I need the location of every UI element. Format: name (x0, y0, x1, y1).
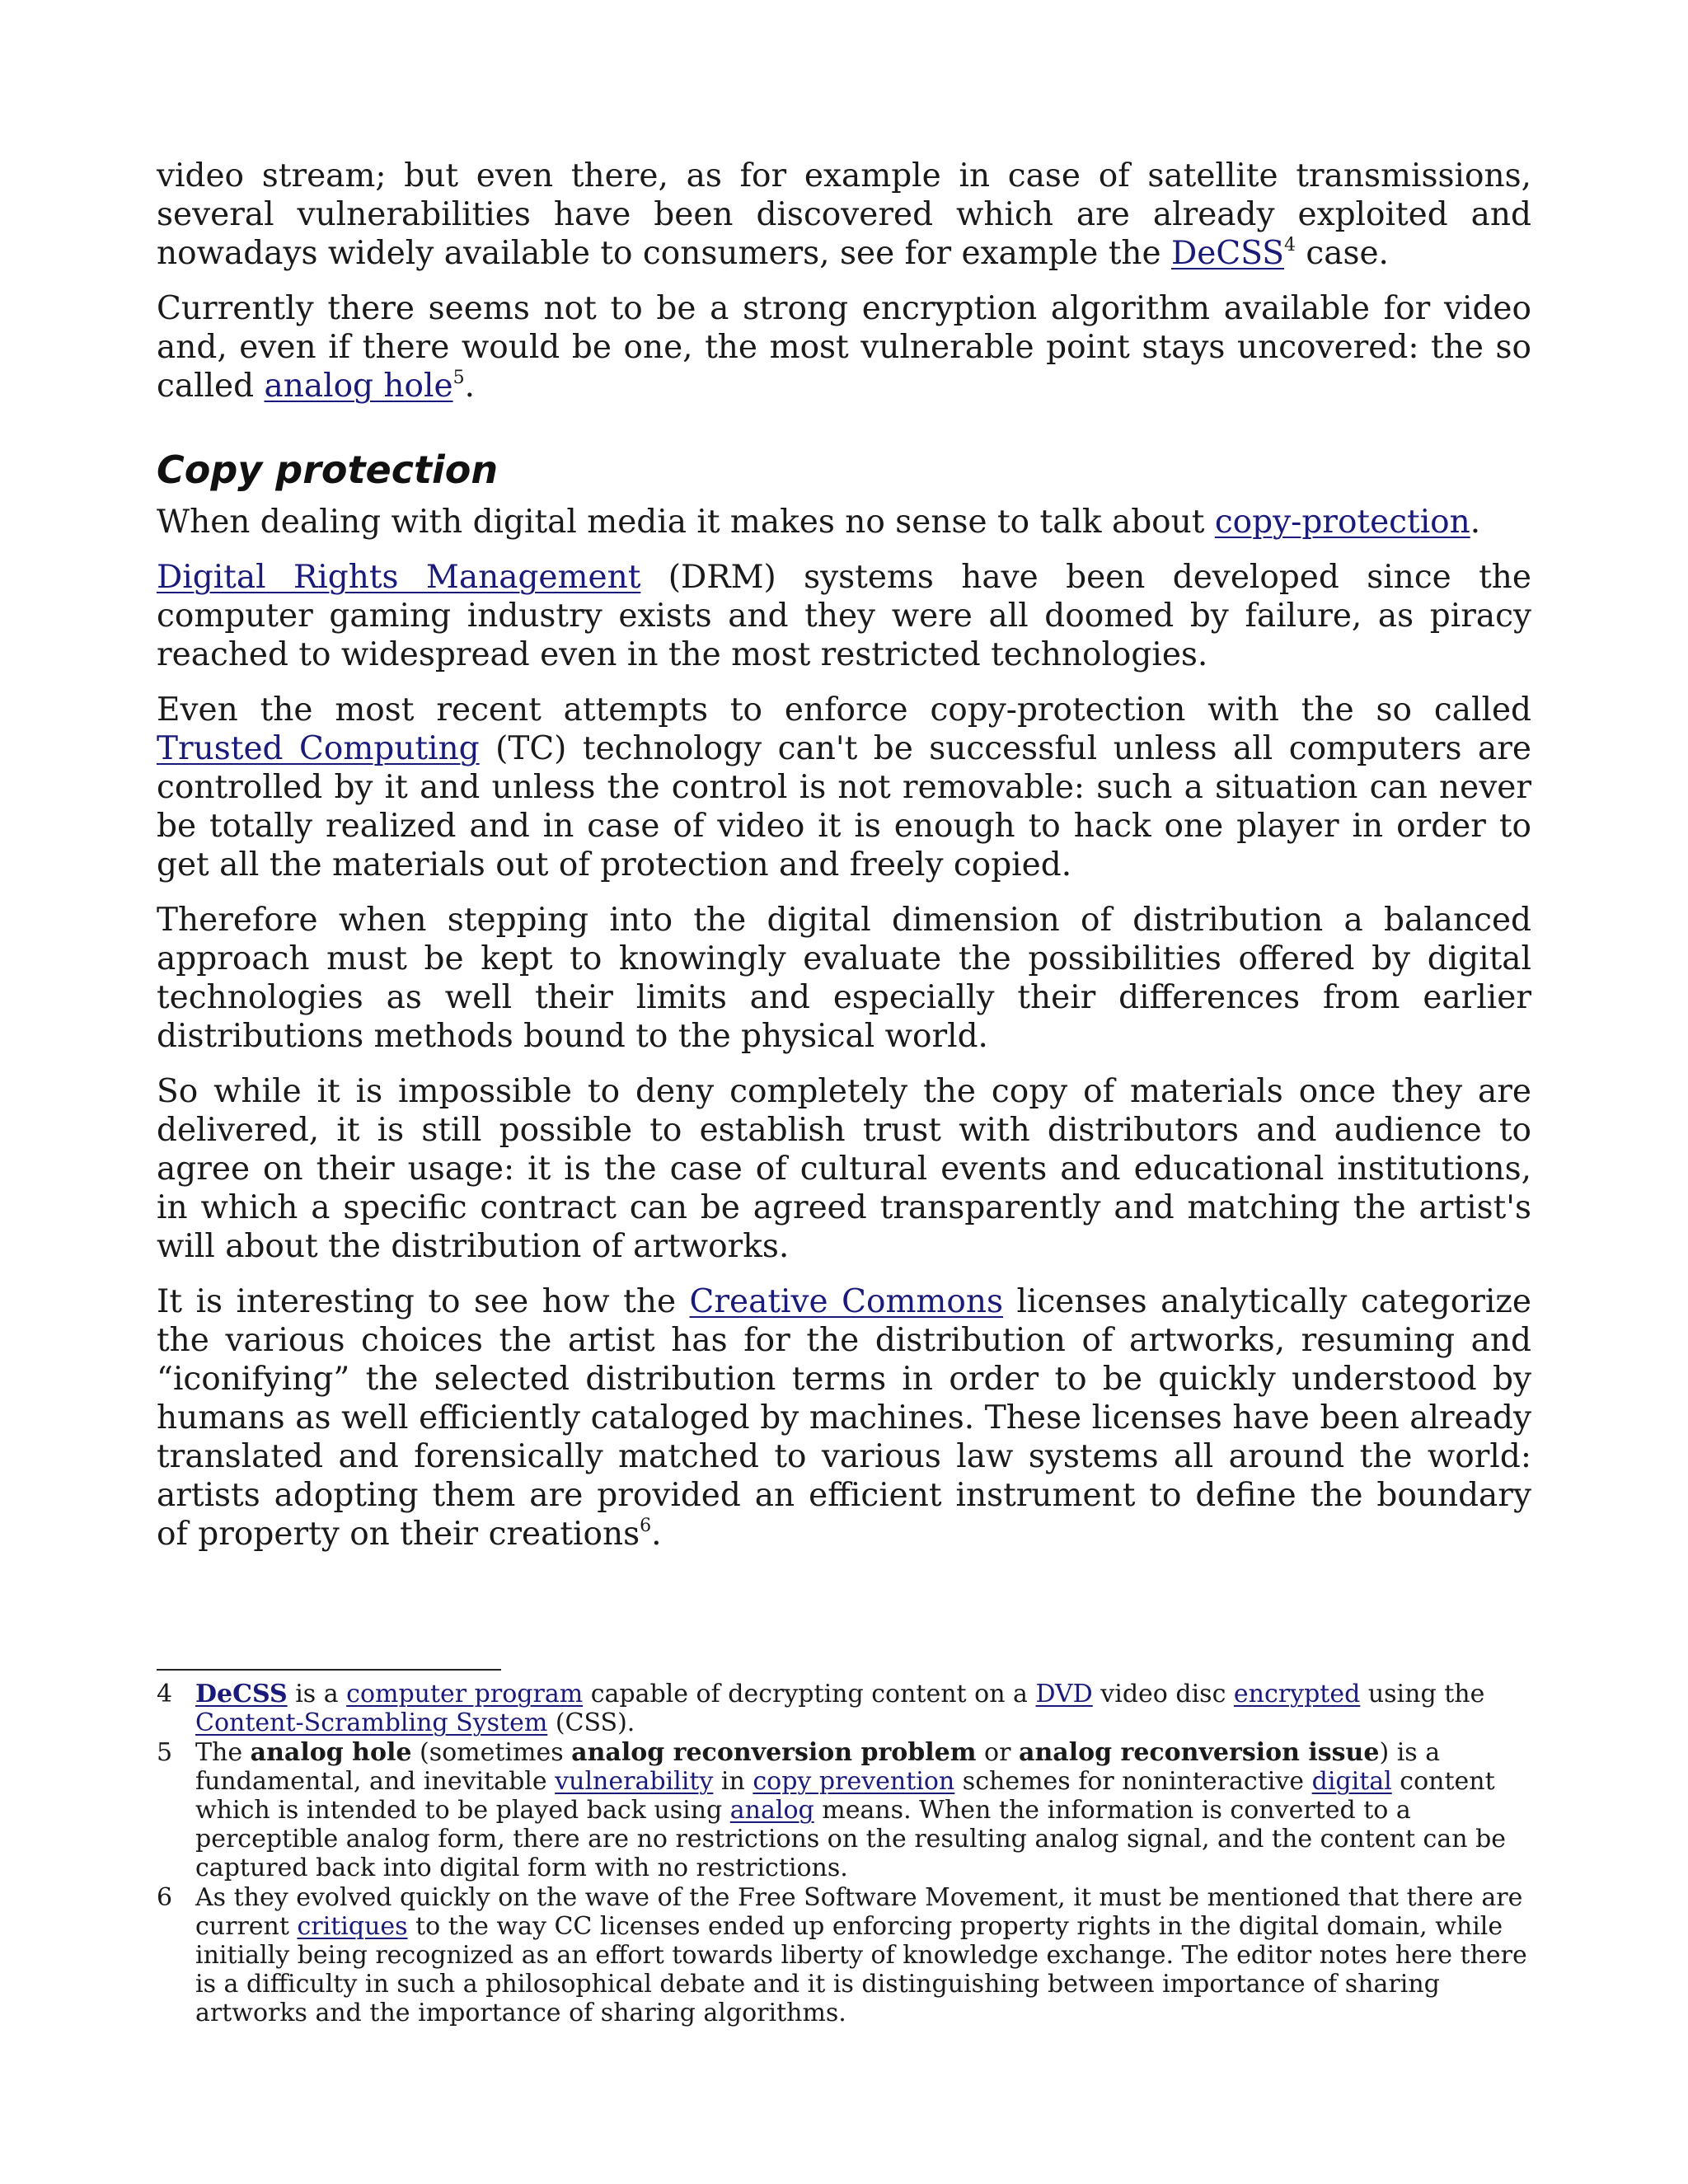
footnote-ref-5[interactable]: 5 (452, 368, 465, 388)
footnote-number: 6 (157, 1883, 173, 1912)
footnotes (157, 1680, 1531, 2028)
footnote-number: 4 (157, 1680, 173, 1708)
footnote-separator (157, 1669, 501, 1671)
text: to the way CC licenses ended up enforcing property rights in the digital domain, while initially being recognized as an effort towards liberty of knowledge exchange. The editor notes here there is a difficulty in such a philosophical debate and it is distinguishing between importance of sharing artworks and the importance of sharing algorithms. (195, 1912, 1527, 2027)
paragraph-encryption (157, 289, 1531, 405)
analog-link[interactable]: analog (729, 1796, 814, 1825)
text: video stream; but even there, as for example in case of satellite transmissions, several vulnerabilities have been discovered which are already exploited and nowadays widely available to consumers, see for example the (157, 157, 1531, 272)
text: Currently there seems not to be a strong encryption algorithm available for video and, even if there would be one, the most vulnerable point stays uncovered: the so called (157, 290, 1531, 405)
analog-hole-link[interactable]: analog hole (264, 368, 453, 405)
text: (DRM) systems have been developed since the computer gaming industry exists and they were all doomed by failure, as piracy reached to widespread even in the most restricted technologies. (157, 559, 1531, 673)
text: or (976, 1738, 1019, 1767)
critiques-link[interactable]: critiques (297, 1912, 408, 1941)
section-heading: Copy protection (157, 448, 499, 492)
text: . (464, 368, 475, 405)
paragraph-trusted-computing (157, 691, 1531, 884)
footnote-ref-6[interactable]: 6 (640, 1516, 652, 1536)
bold-term: analog reconversion issue (1019, 1738, 1380, 1767)
text: (CSS). (547, 1708, 635, 1737)
text: ) is a fundamental, and inevitable (195, 1738, 1441, 1796)
dvd-link[interactable]: DVD (1035, 1680, 1093, 1708)
text: capable of decrypting content on a (583, 1680, 1036, 1708)
footnote-6 (157, 1883, 1531, 2027)
vulnerability-link[interactable]: vulnerability (555, 1767, 714, 1796)
computer-program-link[interactable]: computer program (346, 1680, 584, 1708)
document-body (157, 157, 1531, 1570)
bold-term: analog reconversion problem (571, 1738, 977, 1767)
digital-link[interactable]: digital (1311, 1767, 1392, 1796)
copy-protection-link[interactable]: copy-protection (1214, 504, 1470, 541)
trusted-computing-link[interactable]: Trusted Computing (157, 730, 480, 767)
paragraph-video-stream (157, 157, 1531, 273)
text: When dealing with digital media it makes no sense to talk about (157, 504, 1215, 541)
text: . (1470, 504, 1481, 541)
text: schemes for noninteractive (954, 1767, 1312, 1796)
copy-prevention-link[interactable]: copy prevention (753, 1767, 955, 1796)
footnote-ref-4[interactable]: 4 (1283, 235, 1296, 255)
text: It is interesting to see how the (157, 1283, 690, 1320)
paragraph-drm (157, 558, 1531, 674)
text: As they evolved quickly on the wave of the Free Software Movement, it must be mentioned that there are current (195, 1883, 1523, 1941)
paragraph-creative-commons (157, 1282, 1531, 1554)
text: using the (1360, 1680, 1485, 1708)
paragraph-balanced-approach: Therefore when stepping into the digital dimension of distribution a balanced approach must be kept to knowingly evaluate the possibilities offered by digital technologies as well their limits and especially their differences from earlier distributions methods bound to the physical world. (157, 902, 1531, 1055)
paragraph-trust: So while it is impossible to deny completely the copy of materials once they are delivered, it is still possible to establish trust with distributors and audience to agree on their usage: it is the case of cultural events and educational institutions, in which a specific contract can be agreed transparently and matching the artist's will about the distribution of artworks. (157, 1073, 1531, 1265)
paragraph-copy-protection (157, 503, 1531, 541)
text: (sometimes (411, 1738, 572, 1767)
decss-term-link[interactable]: DeCSS (195, 1680, 288, 1708)
css-link[interactable]: Content-Scrambling System (195, 1708, 548, 1737)
text: Even the most recent attempts to enforce copy-protection with the so called (157, 691, 1531, 729)
text: case. (1295, 235, 1389, 272)
drm-link[interactable]: Digital Rights Management (157, 559, 641, 596)
footnote-number: 5 (157, 1738, 173, 1767)
text: . (651, 1516, 662, 1553)
bold-term: analog hole (250, 1738, 412, 1767)
creative-commons-link[interactable]: Creative Commons (689, 1283, 1004, 1320)
text: in (713, 1767, 753, 1796)
text: The (195, 1738, 251, 1767)
decss-link[interactable]: DeCSS (1171, 235, 1284, 272)
text: (TC) technology can't be successful unless all computers are controlled by it and unless the control is not removable: such a situation can never be totally realized and in case of video it is enough to hack one player in order to get all the materials out of protection and freely copied. (157, 730, 1532, 883)
footnote-4 (157, 1680, 1531, 1737)
text: content which is intended to be played back using (195, 1767, 1495, 1825)
encrypted-link[interactable]: encrypted (1233, 1680, 1361, 1708)
text: means. When the information is converted to a perceptible analog form, there are no restrictions on the resulting analog signal, and the content can be captured back into digital form with no restrictions. (195, 1796, 1507, 1882)
text: licenses analytically categorize the various choices the artist has for the distribution of artworks, resuming and “iconifying” the selected distribution terms in order to be quickly understood by humans as well efficiently cataloged by machines. These licenses have been already translated and forensically matched to various law systems all around the world: artists adopting them are provided an efficient instrument to define the boundary of property on their creations (157, 1283, 1531, 1553)
footnote-5 (157, 1738, 1531, 1882)
text: is a (287, 1680, 347, 1708)
text: video disc (1092, 1680, 1234, 1708)
